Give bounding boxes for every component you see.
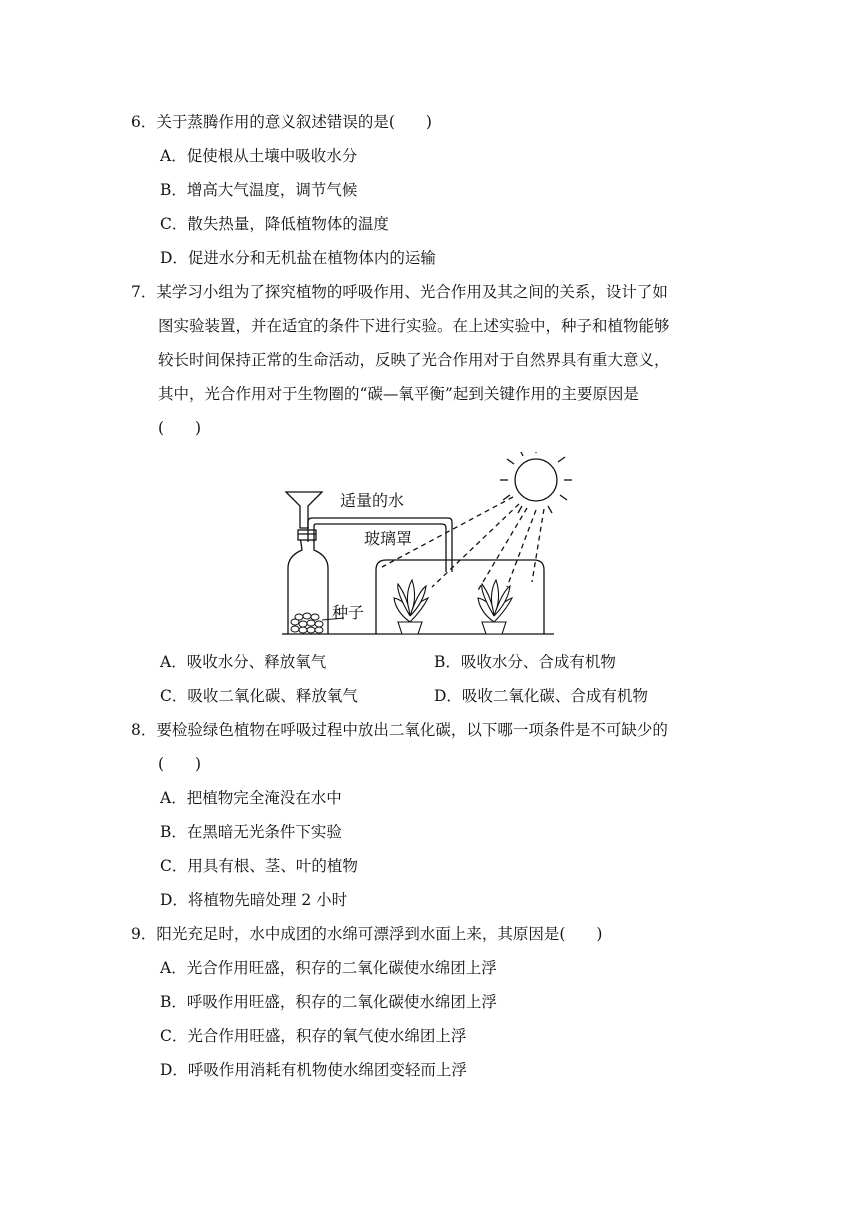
experiment-apparatus-figure: [272, 452, 584, 638]
question-9-option-d: D．呼吸作用消耗有机物使水绵团变轻而上浮: [160, 1061, 467, 1079]
question-7-stem-line-1: [131, 282, 668, 302]
question-9-option-a: A．光合作用旺盛，积存的二氧化碳使水绵团上浮: [160, 959, 497, 977]
question-text: 某学习小组为了探究植物的呼吸作用、光合作用及其之间的关系，设计了如: [156, 283, 668, 301]
question-7-option-c: C．吸收二氧化碳、释放氧气: [160, 687, 358, 705]
question-number: 6．: [131, 113, 157, 131]
seeds: [291, 613, 323, 633]
question-6-option-d: D．促进水分和无机盐在植物体内的运输: [160, 249, 436, 267]
label-seeds: 种子: [332, 603, 365, 622]
question-7-stem-line-2: 图实验装置，并在适宜的条件下进行实验。在上述实验中，种子和植物能够: [158, 317, 670, 335]
question-text: 阳光充足时，水中成团的水绵可漂浮到水面上来，其原因是( ): [156, 925, 603, 943]
question-6-option-c: C．散失热量，降低植物体的温度: [160, 215, 389, 233]
label-glass-cover: 玻璃罩: [364, 529, 413, 548]
potted-plant-icon: [394, 580, 428, 634]
question-8-option-a: A．把植物完全淹没在水中: [160, 789, 342, 807]
question-8-option-c: C．用具有根、茎、叶的植物: [160, 857, 358, 875]
question-6-option-b: B．增高大气温度，调节气候: [160, 181, 358, 199]
question-text: 要检验绿色植物在呼吸过程中放出二氧化碳，以下哪一项条件是不可缺少的: [156, 721, 668, 739]
question-6-option-a: A．促使根从土壤中吸收水分: [160, 147, 358, 165]
question-9-stem: [131, 924, 602, 944]
label-water: 适量的水: [340, 491, 405, 510]
question-text: 关于蒸腾作用的意义叙述错误的是( ): [156, 113, 432, 131]
question-7-option-d: D．吸收二氧化碳、合成有机物: [434, 687, 648, 705]
question-8-option-b: B．在黑暗无光条件下实验: [160, 823, 342, 841]
potted-plant-icon: [478, 580, 512, 634]
question-number: 8．: [131, 721, 157, 739]
question-9-option-c: C．光合作用旺盛，积存的氧气使水绵团上浮: [160, 1027, 467, 1045]
question-number: 7．: [131, 283, 157, 301]
question-7-option-a: A．吸收水分、释放氧气: [160, 653, 327, 671]
question-9-option-b: B．呼吸作用旺盛，积存的二氧化碳使水绵团上浮: [160, 993, 497, 1011]
question-7-stem-line-3: 较长时间保持正常的生命活动，反映了光合作用对于自然界具有重大意义，: [158, 351, 670, 369]
question-7-option-b: B．吸收水分、合成有机物: [434, 653, 616, 671]
sun-icon: [500, 452, 572, 513]
question-7-stem-line-4: 其中，光合作用对于生物圈的“碳—氧平衡”起到关键作用的主要原因是: [158, 385, 639, 403]
question-8-answer-blank: ( ): [158, 755, 202, 773]
question-number: 9．: [131, 925, 157, 943]
question-6-stem: [131, 112, 432, 132]
question-8-stem-line-1: [131, 720, 668, 740]
funnel: [286, 492, 322, 528]
question-7-answer-blank: ( ): [158, 419, 202, 437]
question-8-option-d: D．将植物先暗处理 2 小时: [160, 891, 348, 909]
